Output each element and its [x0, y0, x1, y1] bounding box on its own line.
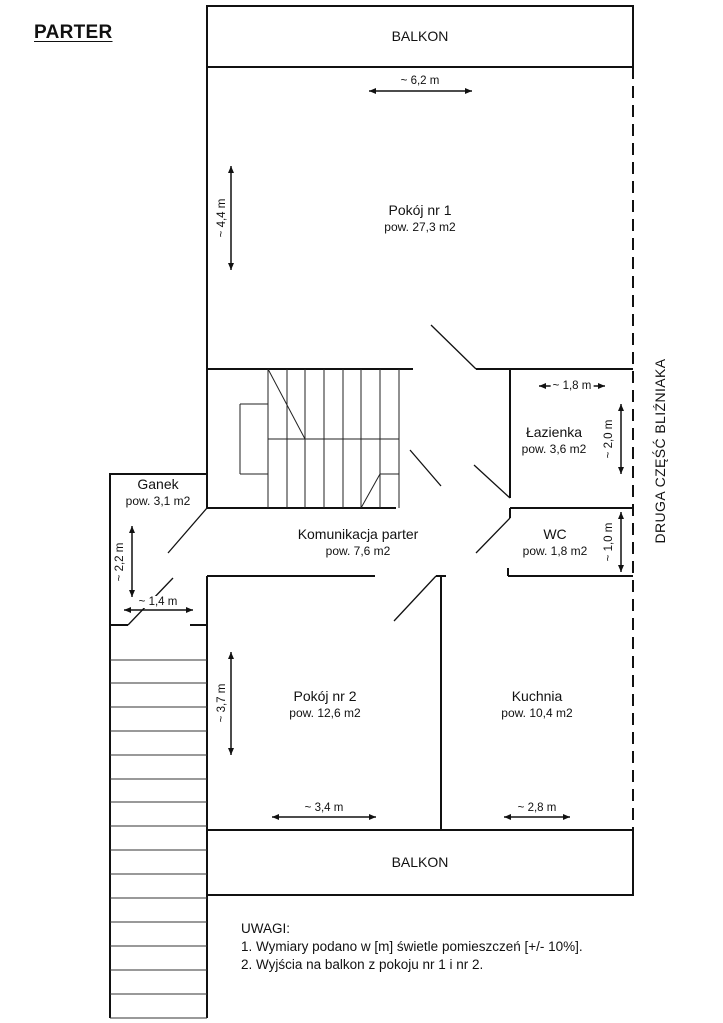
room-komunikacja-name: Komunikacja parter: [297, 526, 419, 542]
dim-pokoj1-width: ~ 6,2 m: [400, 75, 440, 87]
room-lazienka-name: Łazienka: [525, 424, 583, 440]
room-komunikacja-area: pow. 7,6 m2: [325, 544, 391, 558]
dim-ganek-width: ~ 1,4 m: [138, 596, 178, 608]
room-pokoj2-area: pow. 12,6 m2: [289, 706, 361, 720]
dim-wc-depth: ~ 1,0 m: [603, 522, 615, 562]
notes-item: 2. Wyjścia na balkon z pokoju nr 1 i nr 2.: [241, 957, 484, 972]
room-lazienka-area: pow. 3,6 m2: [521, 442, 587, 456]
dim-ganek-depth: ~ 2,2 m: [114, 542, 126, 582]
side-label-party-wall: DRUGA CZĘŚĆ BLIŹNIAKA: [652, 358, 668, 544]
page-title: PARTER: [34, 22, 113, 43]
dim-lazienka-width: ~ 1,8 m: [552, 380, 592, 392]
room-ganek-area: pow. 3,1 m2: [125, 494, 191, 508]
notes-item: 1. Wymiary podano w [m] świetle pomieszczeń [+/- 10%].: [241, 939, 583, 954]
notes-block: [241, 920, 583, 974]
room-pokoj1-area: pow. 27,3 m2: [384, 220, 456, 234]
room-wc-area: pow. 1,8 m2: [522, 544, 588, 558]
room-pokoj2: [289, 688, 360, 720]
dim-lazienka-depth: ~ 2,0 m: [603, 419, 615, 459]
notes-heading: UWAGI:: [241, 921, 290, 936]
room-pokoj1: [384, 202, 455, 234]
room-pokoj2-name: Pokój nr 2: [293, 688, 357, 704]
dim-pokoj1-depth: ~ 4,4 m: [216, 198, 228, 238]
room-pokoj1-name: Pokój nr 1: [388, 202, 452, 218]
room-kuchnia-name: Kuchnia: [511, 688, 563, 704]
dim-pokoj2-width: ~ 3,4 m: [304, 802, 344, 814]
dim-kuchnia-width: ~ 2,8 m: [517, 802, 557, 814]
dim-pokoj2-depth: ~ 3,7 m: [216, 683, 228, 723]
outer-steps: [110, 660, 207, 1018]
room-komunikacja: [298, 526, 419, 558]
room-ganek: [126, 476, 191, 508]
balcony-bottom-label: BALKON: [391, 854, 449, 870]
room-lazienka: [522, 424, 587, 456]
room-ganek-name: Ganek: [137, 476, 179, 492]
room-kuchnia: [501, 688, 572, 720]
balcony-top-label: BALKON: [391, 28, 449, 44]
room-wc-name: WC: [543, 526, 567, 542]
room-wc: [523, 526, 588, 558]
staircase: [240, 369, 399, 508]
room-kuchnia-area: pow. 10,4 m2: [501, 706, 573, 720]
